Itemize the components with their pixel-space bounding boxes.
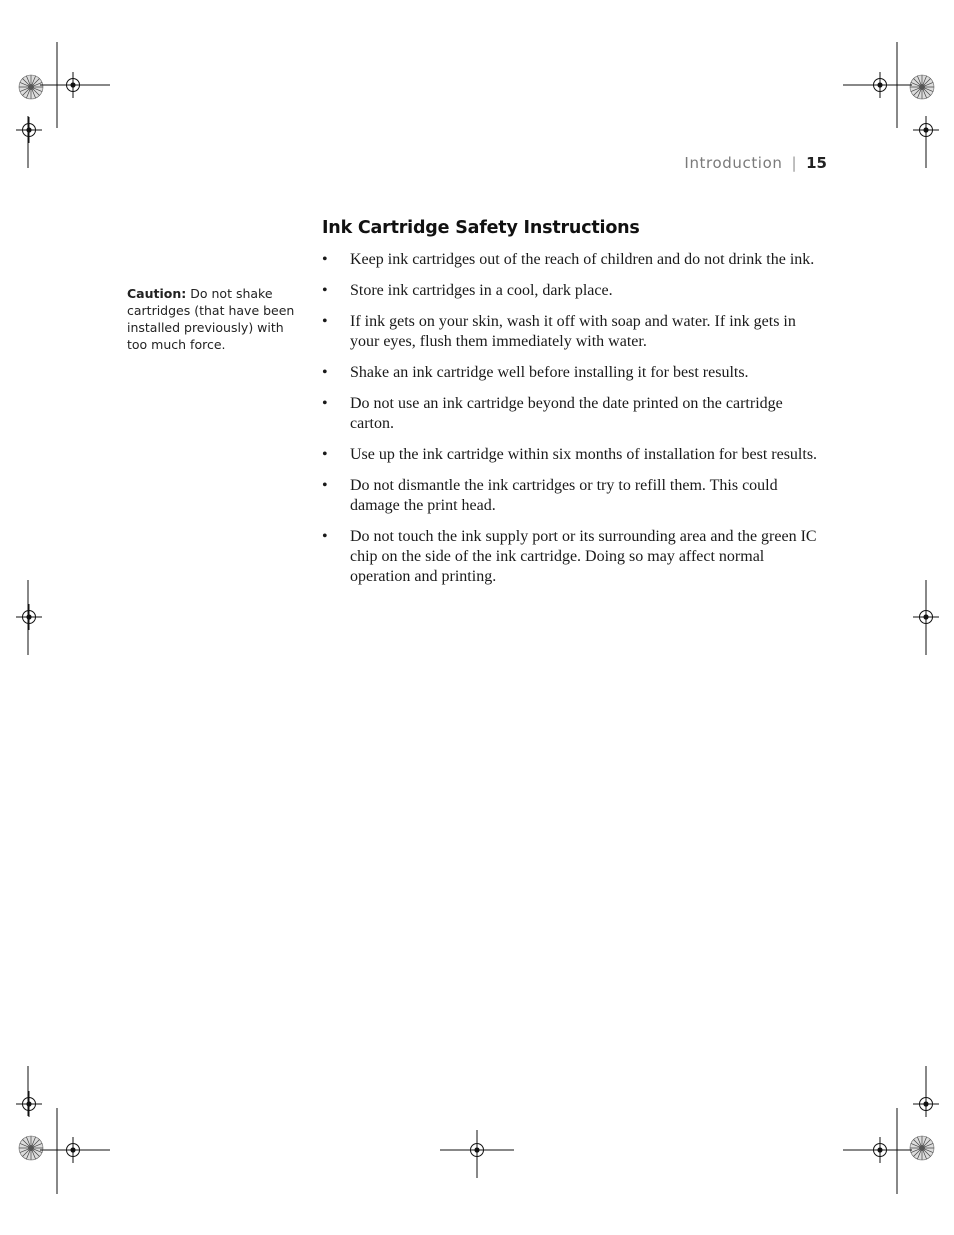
- registration-mark-icon: [913, 1091, 939, 1117]
- registration-mark-icon: [16, 117, 42, 143]
- list-item-text: Do not use an ink cartridge beyond the date printed on the cartridge carton.: [350, 395, 783, 432]
- star-target-icon: [19, 1136, 43, 1160]
- list-item-text: Do not dismantle the ink cartridges or try to refill them. This could damage the print head.: [350, 477, 778, 514]
- bullet-icon: •: [322, 477, 328, 494]
- list-item-text: Shake an ink cartridge well before installing it for best results.: [350, 364, 749, 381]
- list-item-text: Use up the ink cartridge within six months of installation for best results.: [350, 446, 818, 463]
- page-heading: Ink Cartridge Safety Instructions: [322, 218, 640, 238]
- list-item-text: Do not touch the ink supply port or its surrounding area and the green IC chip on the side of the ink cartridge. Doing so may affect normal operation and printing.: [350, 528, 817, 585]
- star-target-icon: [910, 75, 934, 99]
- caution-label: Caution:: [127, 286, 187, 301]
- list-item-text: If ink gets on your skin, wash it off with soap and water. If ink gets in your eyes, flush them immediately with water.: [350, 313, 796, 350]
- list-item-text: Keep ink cartridges out of the reach of children and do not drink the ink.: [350, 251, 815, 268]
- crop-marks: [28, 42, 926, 1194]
- bullet-icon: •: [322, 313, 328, 330]
- registration-mark-icon: [913, 604, 939, 630]
- bullet-icon: •: [322, 446, 328, 463]
- registration-mark-icon: [913, 117, 939, 143]
- star-target-icon: [910, 1136, 934, 1160]
- registration-mark-icon: [16, 1091, 42, 1117]
- section-title: Introduction: [684, 154, 783, 172]
- page-number: 15: [806, 154, 827, 172]
- bullet-icon: •: [322, 395, 328, 412]
- trim-lines: [40, 85, 912, 1178]
- list-item-text: Store ink cartridges in a cool, dark place.: [350, 282, 613, 299]
- bullet-icon: •: [322, 364, 328, 381]
- registration-mark-icon: [16, 604, 42, 630]
- bullet-icon: •: [322, 282, 328, 299]
- bullet-icon: •: [322, 251, 328, 268]
- bullet-icon: •: [322, 528, 328, 545]
- header-separator: |: [791, 154, 798, 172]
- caution-text: Do not shake cartridges (that have been installed previously) with too much force.: [127, 286, 295, 352]
- star-target-icon: [19, 75, 43, 99]
